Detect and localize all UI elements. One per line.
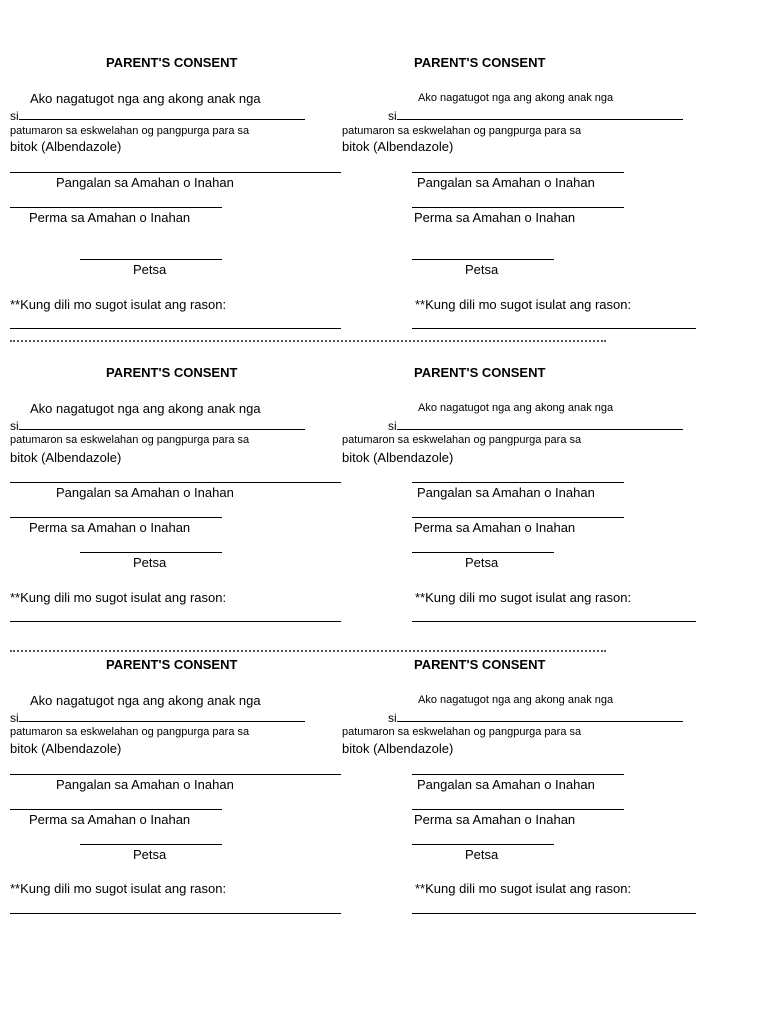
signature-line[interactable] [10,207,222,208]
reason-label: **Kung dili mo sugot isulat ang rason: [415,881,632,896]
child-name-field[interactable] [10,418,305,433]
date-line[interactable] [412,552,554,553]
parent-name-label: Pangalan sa Amahan o Inahan [417,485,595,500]
form-title: PARENT'S CONSENT [414,657,546,672]
date-line[interactable] [80,844,222,845]
reason-line[interactable] [10,328,341,329]
date-line[interactable] [80,259,222,260]
reason-line[interactable] [412,913,696,914]
parent-name-line[interactable] [10,172,341,173]
signature-line[interactable] [412,207,624,208]
medicine-label: bitok (Albendazole) [10,139,122,154]
form-title: PARENT'S CONSENT [106,365,238,380]
consent-line: Ako nagatugot nga ang akong anak nga [418,92,614,104]
reason-label: **Kung dili mo sugot isulat ang rason: [10,881,227,896]
consent-line: Ako nagatugot nga ang akong anak nga [30,401,261,416]
cut-line [10,340,606,342]
date-label: Petsa [465,262,499,277]
signature-label: Perma sa Amahan o Inahan [414,812,576,827]
consent-line: Ako nagatugot nga ang akong anak nga [418,402,614,414]
si-label: si [388,711,397,725]
child-name-field[interactable] [388,710,683,725]
parent-name-line[interactable] [10,774,341,775]
form-title: PARENT'S CONSENT [414,55,546,70]
si-label: si [388,419,397,433]
signature-label: Perma sa Amahan o Inahan [29,812,191,827]
parent-name-line[interactable] [412,482,624,483]
child-name-field[interactable] [10,710,305,725]
reason-label: **Kung dili mo sugot isulat ang rason: [10,297,227,312]
school-line: patumaron sa eskwelahan og pangpurga para sa [342,726,582,738]
school-line: patumaron sa eskwelahan og pangpurga para sa [342,125,582,137]
parent-name-label: Pangalan sa Amahan o Inahan [417,175,595,190]
consent-line: Ako nagatugot nga ang akong anak nga [30,91,261,106]
school-line: patumaron sa eskwelahan og pangpurga para sa [10,125,250,137]
signature-line[interactable] [10,809,222,810]
date-label: Petsa [133,847,167,862]
reason-line[interactable] [412,328,696,329]
parent-name-line[interactable] [10,482,341,483]
signature-line[interactable] [10,517,222,518]
form-title: PARENT'S CONSENT [106,55,238,70]
signature-line[interactable] [412,809,624,810]
parent-name-line[interactable] [412,172,624,173]
medicine-label: bitok (Albendazole) [342,450,454,465]
reason-line[interactable] [10,621,341,622]
form-title: PARENT'S CONSENT [414,365,546,380]
medicine-label: bitok (Albendazole) [342,741,454,756]
reason-label: **Kung dili mo sugot isulat ang rason: [10,590,227,605]
medicine-label: bitok (Albendazole) [10,450,122,465]
date-label: Petsa [133,555,167,570]
date-label: Petsa [133,262,167,277]
signature-label: Perma sa Amahan o Inahan [29,210,191,225]
child-name-field[interactable] [388,418,683,433]
parent-name-label: Pangalan sa Amahan o Inahan [417,777,595,792]
date-label: Petsa [465,555,499,570]
parent-name-label: Pangalan sa Amahan o Inahan [56,777,234,792]
school-line: patumaron sa eskwelahan og pangpurga para sa [10,434,250,446]
date-line[interactable] [80,552,222,553]
consent-line: Ako nagatugot nga ang akong anak nga [30,693,261,708]
si-label: si [388,109,397,123]
school-line: patumaron sa eskwelahan og pangpurga para sa [10,726,250,738]
form-title: PARENT'S CONSENT [106,657,238,672]
si-label: si [10,711,19,725]
parent-name-label: Pangalan sa Amahan o Inahan [56,175,234,190]
si-label: si [10,109,19,123]
child-name-field[interactable] [10,108,305,123]
medicine-label: bitok (Albendazole) [342,139,454,154]
signature-label: Perma sa Amahan o Inahan [29,520,191,535]
reason-line[interactable] [10,913,341,914]
reason-label: **Kung dili mo sugot isulat ang rason: [415,590,632,605]
medicine-label: bitok (Albendazole) [10,741,122,756]
reason-label: **Kung dili mo sugot isulat ang rason: [415,297,632,312]
school-line: patumaron sa eskwelahan og pangpurga para sa [342,434,582,446]
date-label: Petsa [465,847,499,862]
cut-line [10,650,606,652]
consent-line: Ako nagatugot nga ang akong anak nga [418,694,614,706]
parent-name-line[interactable] [412,774,624,775]
date-line[interactable] [412,844,554,845]
child-name-field[interactable] [388,108,683,123]
si-label: si [10,419,19,433]
date-line[interactable] [412,259,554,260]
parent-name-label: Pangalan sa Amahan o Inahan [56,485,234,500]
signature-label: Perma sa Amahan o Inahan [414,520,576,535]
signature-line[interactable] [412,517,624,518]
reason-line[interactable] [412,621,696,622]
signature-label: Perma sa Amahan o Inahan [414,210,576,225]
